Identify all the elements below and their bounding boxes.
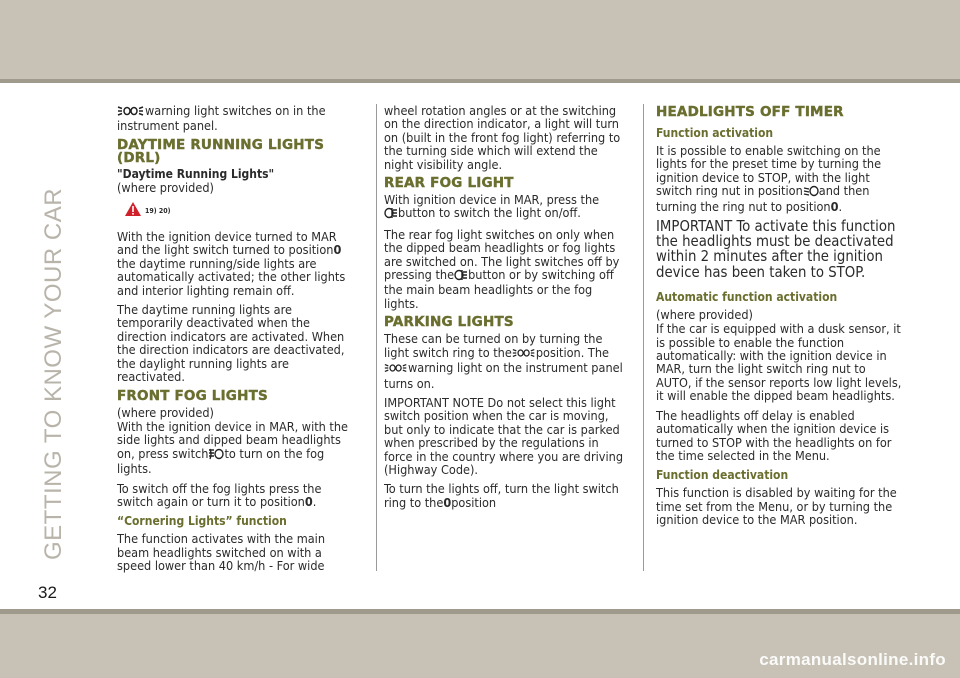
parking-lights-paragraph-1: These can be turned on by turning the light switch ring to the position. The warning light on the instrument panel turns on.: [384, 331, 623, 391]
column-2: [384, 104, 630, 515]
cornering-lights-paragraph: The function activates with the main beam headlights switched on with a speed lower than 40 km/h - For wide: [117, 531, 326, 574]
parking-lights-paragraph-3: To turn the lights off, turn the light switch ring to the0position: [384, 481, 619, 510]
dipped-beam-icon: [803, 185, 819, 199]
column-divider-2: [643, 104, 644, 571]
side-lights-icon-3: [384, 362, 408, 376]
cornering-lights-heading: “Cornering Lights” function: [117, 514, 287, 529]
important-note: IMPORTANT To activate this function the headlights must be deactivated within 2 minutes after the ignition device has been taken to STOP.: [656, 218, 896, 281]
automatic-activation-heading: Automatic function activation: [656, 289, 838, 304]
drl-paragraph-2: The daytime running lights are temporarily deactivated when the direction indicators are activated. When the direction indicators are deactivated, the daylight running lights are reactivated.: [117, 302, 345, 385]
rear-fog-heading: REAR FOG LIGHT: [384, 175, 514, 192]
drl-heading: DAYTIME RUNNING LIGHTS (DRL): [117, 136, 325, 166]
side-lights-icon-2: [512, 347, 536, 361]
intro-paragraph: warning light switches on in the instrument panel.: [117, 103, 326, 134]
function-activation-heading: Function activation: [656, 126, 774, 140]
rear-fog-paragraph-2: The rear fog light switches on only when the dipped beam headlights or fog lights are switched on. The light switches off by pressing the button or by switching off the main beam headlights or the fog lights.: [384, 226, 620, 311]
rear-fog-icon: [384, 207, 398, 221]
function-deactivation-heading: Function deactivation: [656, 468, 789, 483]
front-fog-where-provided: (where provided): [117, 404, 214, 420]
function-deactivation-paragraph: This function is disabled by waiting for the time set from the Menu, or by turning the ignition device to the MAR position.: [656, 485, 897, 528]
drl-paragraph-1: With the ignition device turned to MAR and the light switch turned to position0 the daytime running/side lights are automatically activated; the other lights and interior lighting remain off.: [117, 229, 346, 298]
side-lights-icon: [117, 105, 145, 119]
warning-reference: [121, 201, 357, 222]
function-activation-paragraph: It is possible to enable switching on the lights for the preset time by turning the ignition device to STOP, with the light switch ring nut in position and then turning the ring nut to position0.: [656, 143, 882, 214]
rear-fog-icon-2: [454, 269, 468, 283]
drl-where-provided: (where provided): [117, 180, 214, 196]
front-fog-paragraph-1: With the ignition device in MAR, with the side lights and dipped beam headlights on, press switch to turn on the fog lights.: [117, 418, 349, 477]
rear-fog-paragraph-1: With ignition device in MAR, press the button to switch the light on/off.: [384, 192, 600, 221]
front-fog-heading: FRONT FOG LIGHTS: [117, 387, 268, 404]
automatic-activation-where-provided: (where provided): [656, 306, 753, 322]
cornering-continued-paragraph: wheel rotation angles or at the switching on the direction indicator, a light will turn on (built in the front fog light) referring to the turning side which will extend the night visibility angle.: [384, 103, 621, 172]
parking-lights-paragraph-2: IMPORTANT NOTE Do not select this light switch position when the car is moving, but only to indicate that the car is parked when prescribed by the regulations in force in the country where you are driving (Highway Code).: [384, 394, 624, 477]
automatic-activation-paragraph-1: If the car is equipped with a dusk sensor, it is possible to enable the function automatically: with the ignition device in MAR, turn the light switch ring nut to AUTO, if the sensor reports low light levels, it will enable the dipped beam headlights.: [656, 321, 902, 404]
warning-refs: 19) 20): [145, 206, 171, 215]
warning-triangle-icon: [124, 201, 142, 222]
parking-lights-heading: PARKING LIGHTS: [384, 314, 514, 331]
headlights-off-timer-heading: HEADLIGHTS OFF TIMER: [656, 104, 844, 120]
drl-subtitle: "Daytime Running Lights": [117, 166, 275, 181]
page-number: 32: [38, 583, 57, 602]
top-band-line: [0, 79, 960, 83]
front-fog-paragraph-2: To switch off the fog lights press the switch again or turn it to position0.: [117, 480, 322, 509]
section-side-label: GETTING TO KNOW YOUR CAR: [40, 187, 67, 560]
column-divider-1: [376, 104, 377, 571]
automatic-activation-paragraph-2: The headlights off delay is enabled automatically when the ignition device is turned to STOP with the headlights on for the time selected in the Menu.: [656, 407, 892, 463]
front-fog-icon: [208, 448, 224, 462]
column-1: [117, 104, 357, 579]
watermark: carmanualsonline.info: [759, 650, 946, 669]
top-band: [0, 0, 960, 79]
column-3: [656, 104, 904, 533]
